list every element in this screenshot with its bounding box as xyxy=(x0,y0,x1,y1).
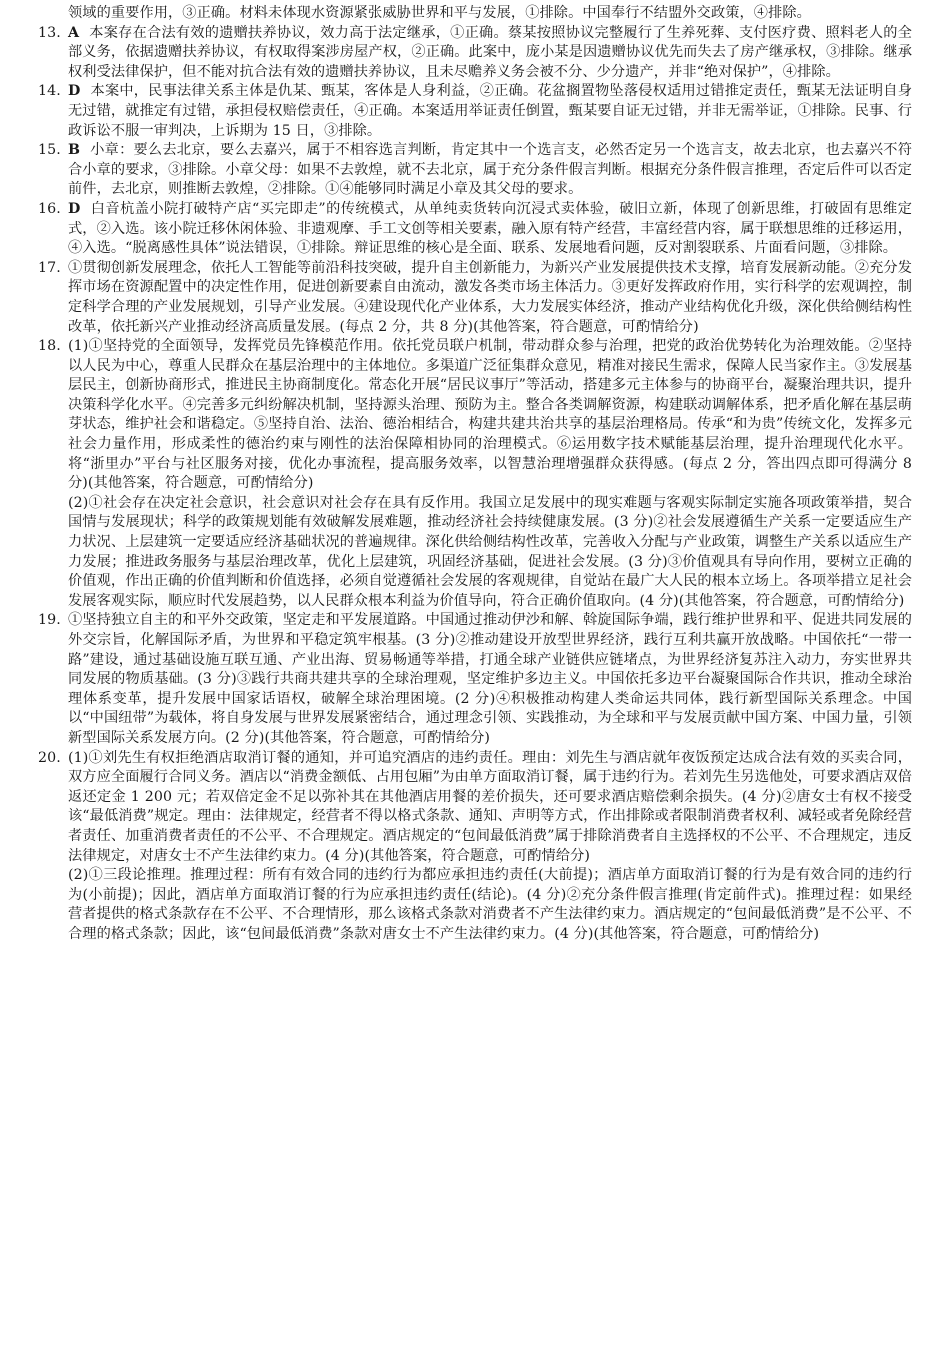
answer-paragraph xyxy=(68,24,912,83)
answer-explanation: 本案中，民事法律关系主体是仇某、甄某，客体是人身利益，②正确。花盆搁置物坠落侵权适用过错推定责任，甄某无法证明自身无过错，就推定有过错，承担侵权赔偿责任，④正确。本案适用举证责任倒置，甄某要自证无过错，并非无需举证，①排除。民事、行政诉讼不服一审判决，上诉期为 15 日，③排除。 xyxy=(68,83,912,139)
answer-choice: D xyxy=(68,200,81,217)
answer-choice: D xyxy=(68,83,81,100)
question-number: 13. xyxy=(38,24,61,41)
answer-explanation: 小章：要么去北京，要么去嘉兴，属于不相容选言判断，肯定其中一个选言支，必然否定另一个选言支，故去北京，也去嘉兴不符合小章的要求，③排除。小章父母：如果不去敦煌，就不去北京，属于充分条件假言判断。根据充分条件假言推理，否定后件可以否定前件，去北京，则推断去敦煌，②排除。①④能够同时满足小章及其父母的要求。 xyxy=(68,142,912,198)
answer-explanation: 白音杭盖小院打破特产店“买完即走”的传统模式，从单纯卖货转向沉浸式卖体验，破旧立新，体现了创新思维，打破固有思维定式，②入选。该小院迁移休闲体验、非遗观摩、手工文创等相关要素，融入原有特产经营，丰富经营内容，属于联想思维的迁移运用，④入选。“脱离感性具体”说法错误，①排除。辩证思维的核心是全面、联系、发展地看问题，反对割裂联系、片面看问题，③排除。 xyxy=(68,200,912,257)
answer-item-19 xyxy=(38,611,912,748)
answer-item-18 xyxy=(38,337,912,611)
answer-explanation: 本案存在合法有效的遗赠扶养协议，效力高于法定继承，①正确。蔡某按照协议完整履行了生养死葬、支付医疗费、照料老人的全部义务，依据遗赠扶养协议，有权取得案涉房屋产权，②正确。此案中，庞小某是因遗赠协议优先而失去了房产继承权，③排除。继承权利受法律保护，但不能对抗合法有效的遗赠扶养协议，且未尽赡养义务会被不分、少分遗产，并非“绝对保护”，④排除。 xyxy=(68,24,912,80)
answer-item-12-continued xyxy=(68,4,912,24)
answer-choice: A xyxy=(68,24,80,41)
question-number: 14. xyxy=(38,83,61,100)
question-number: 19. xyxy=(38,612,61,629)
question-number: 17. xyxy=(38,259,61,276)
answer-subpart-2: (2)①社会存在决定社会意识，社会意识对社会存在具有反作用。我国立足发展中的现实难题与客观实际制定实施各项政策举措，契合国情与发展现状；科学的政策规划能有效破解发展难题，推动经济社会持续健康发展。(3 分)②社会发展遵循生产关系一定要适应生产力状况、上层建筑一定要适应经济基础状况的普遍规律。深化供给侧结构性改革，完善收入分配与产业政策，调整生产关系以适应生产力发展；推进政务服务与基层治理改革，优化上层建筑，巩固经济基础，促进社会发展。(3 分)③价值观具有导向作用，要树立正确的价值观，作出正确的价值判断和价值选择，必须自觉遵循社会发展的客观规律，自觉站在最广大人民的根本立场上。各项举措立足社会发展客观实际，顺应时代发展趋势，以人民群众根本利益为价值导向，符合正确价值取向。(4 分)(其他答案，符合题意，可酌情给分) xyxy=(68,494,912,609)
answer-item-20 xyxy=(38,749,912,945)
question-number: 20. xyxy=(38,749,61,766)
answer-paragraph xyxy=(68,141,912,200)
answer-item-17 xyxy=(38,259,912,337)
answer-item-15 xyxy=(38,141,912,200)
answer-paragraph xyxy=(68,200,912,259)
answer-paragraph: ①坚持独立自主的和平外交政策，坚定走和平发展道路。中国通过推动伊沙和解、斡旋国际争端，践行维护世界和平、促进共同发展的外交宗旨，化解国际矛盾，为世界和平稳定筑牢根基。(3 分)②推动建设开放型世界经济，践行互利共赢开放战略。中国依托“一带一路”建设，通过基础设施互联互通、产业出海、贸易畅通等举措，打通全球产业链供应链堵点，为世界经济复苏注入动力，夯实世界共同发展的物质基础。(3 分)③践行共商共建共享的全球治理观，坚定维护多边主义。中国依托多边平台凝聚国际合作共识，推动全球治理体系变革，提升发展中国家话语权，破解全球治理困境。(2 分)④积极推动构建人类命运共同体，践行新型国际关系理念。中国以“中国纽带”为载体，将自身发展与世界发展紧密结合，通过理念引领、实践推动，为全球和平与发展贡献中国方案、中国力量，引领新型国际关系发展方向。(2 分)(其他答案，符合题意，可酌情给分) xyxy=(68,612,912,746)
answer-choice: B xyxy=(68,142,81,159)
question-number: 16. xyxy=(38,200,61,217)
answer-subpart-1: (1)①刘先生有权拒绝酒店取消订餐的通知，并可追究酒店的违约责任。理由：刘先生与酒店就年夜饭预定达成合法有效的买卖合同，双方应全面履行合同义务。酒店以“消费金额低、占用包厢”为由单方面取消订餐，属于违约行为。若刘先生另选他处，可要求酒店双倍返还定金 1 200 元；若双倍定金不足以弥补其在其他酒店用餐的差价损失，还可要求酒店赔偿剩余损失。(4 分)②唐女士有权不接受该“最低消费”规定。理由：法律规定，经营者不得以格式条款、通知、声明等方式，作出排除或者限制消费者权利、减轻或者免除经营者责任、加重消费者责任的不公平、不合理规定。酒店规定的“包间最低消费”属于排除消费者自主选择权的不公平、不合理规定，违反法律规定，对唐女士不产生法律约束力。(4 分)(其他答案，符合题意，可酌情给分) xyxy=(68,749,912,864)
answer-item-16 xyxy=(38,200,912,259)
answer-subpart-2: (2)①三段论推理。推理过程：所有有效合同的违约行为都应承担违约责任(大前提)；酒店单方面取消订餐的行为是有效合同的违约行为(小前提)；因此，酒店单方面取消订餐的行为应承担违约责任(结论)。(4 分)②充分条件假言推理(肯定前件式)。推理过程：如果经营者提供的格式条款存在不公平、不合理情形，那么该格式条款对消费者不产生法律约束力。酒店规定的“包间最低消费”是不公平、不合理的格式条款；因此，该“包间最低消费”条款对唐女士不产生法律约束力。(4 分)(其他答案，符合题意，可酌情给分) xyxy=(68,867,912,942)
question-number: 18. xyxy=(38,338,61,355)
answer-item-13 xyxy=(38,24,912,83)
answer-paragraph xyxy=(68,82,912,141)
answer-item-14 xyxy=(38,82,912,141)
answer-subpart-1: (1)①坚持党的全面领导，发挥党员先锋模范作用。依托党员联户机制，带动群众参与治理，把党的政治优势转化为治理效能。②坚持以人民为中心，尊重人民群众在基层治理中的主体地位。多渠道广泛征集群众意见，精准对接民生需求，保障人民当家作主。③发展基层民主，创新协商形式，推进民主协商制度化。常态化开展“居民议事厅”等活动，搭建多元主体参与的协商平台，凝聚治理共识，提升决策科学化水平。④完善多元纠纷解决机制，坚持源头治理、预防为主。整合各类调解资源，构建联动调解体系，把矛盾化解在基层萌芽状态，维护社会和谐稳定。⑤坚持自治、法治、德治相结合，构建共建共治共享的基层治理格局。传承“和为贵”传统文化，发挥多元社会力量作用，形成柔性的德治约束与刚性的法治保障相协同的治理模式。⑥运用数字技术赋能基层治理，提升治理现代化水平。将“浙里办”平台与社区服务对接，优化办事流程，提高服务效率，以智慧治理增强群众获得感。(每点 2 分，答出四点即可得满分 8 分)(其他答案，符合题意，可酌情给分) xyxy=(68,338,912,492)
question-number: 15. xyxy=(38,142,61,159)
answer-paragraph: 领域的重要作用，③正确。材料未体现水资源紧张威胁世界和平与发展，①排除。中国奉行不结盟外交政策，④排除。 xyxy=(68,5,811,21)
answer-paragraph: ①贯彻创新发展理念，依托人工智能等前沿科技突破，提升自主创新能力，为新兴产业发展提供技术支撑，培育发展新动能。②充分发挥市场在资源配置中的决定性作用，促进创新要素自由流动，激发各类市场主体活力。③更好发挥政府作用，实行科学的宏观调控，制定科学合理的产业发展规划，引导产业发展。④建设现代化产业体系，大力发展实体经济，推动产业结构优化升级，深化供给侧结构性改革，依托新兴产业推动经济高质量发展。(每点 2 分，共 8 分)(其他答案，符合题意，可酌情给分) xyxy=(68,259,912,335)
